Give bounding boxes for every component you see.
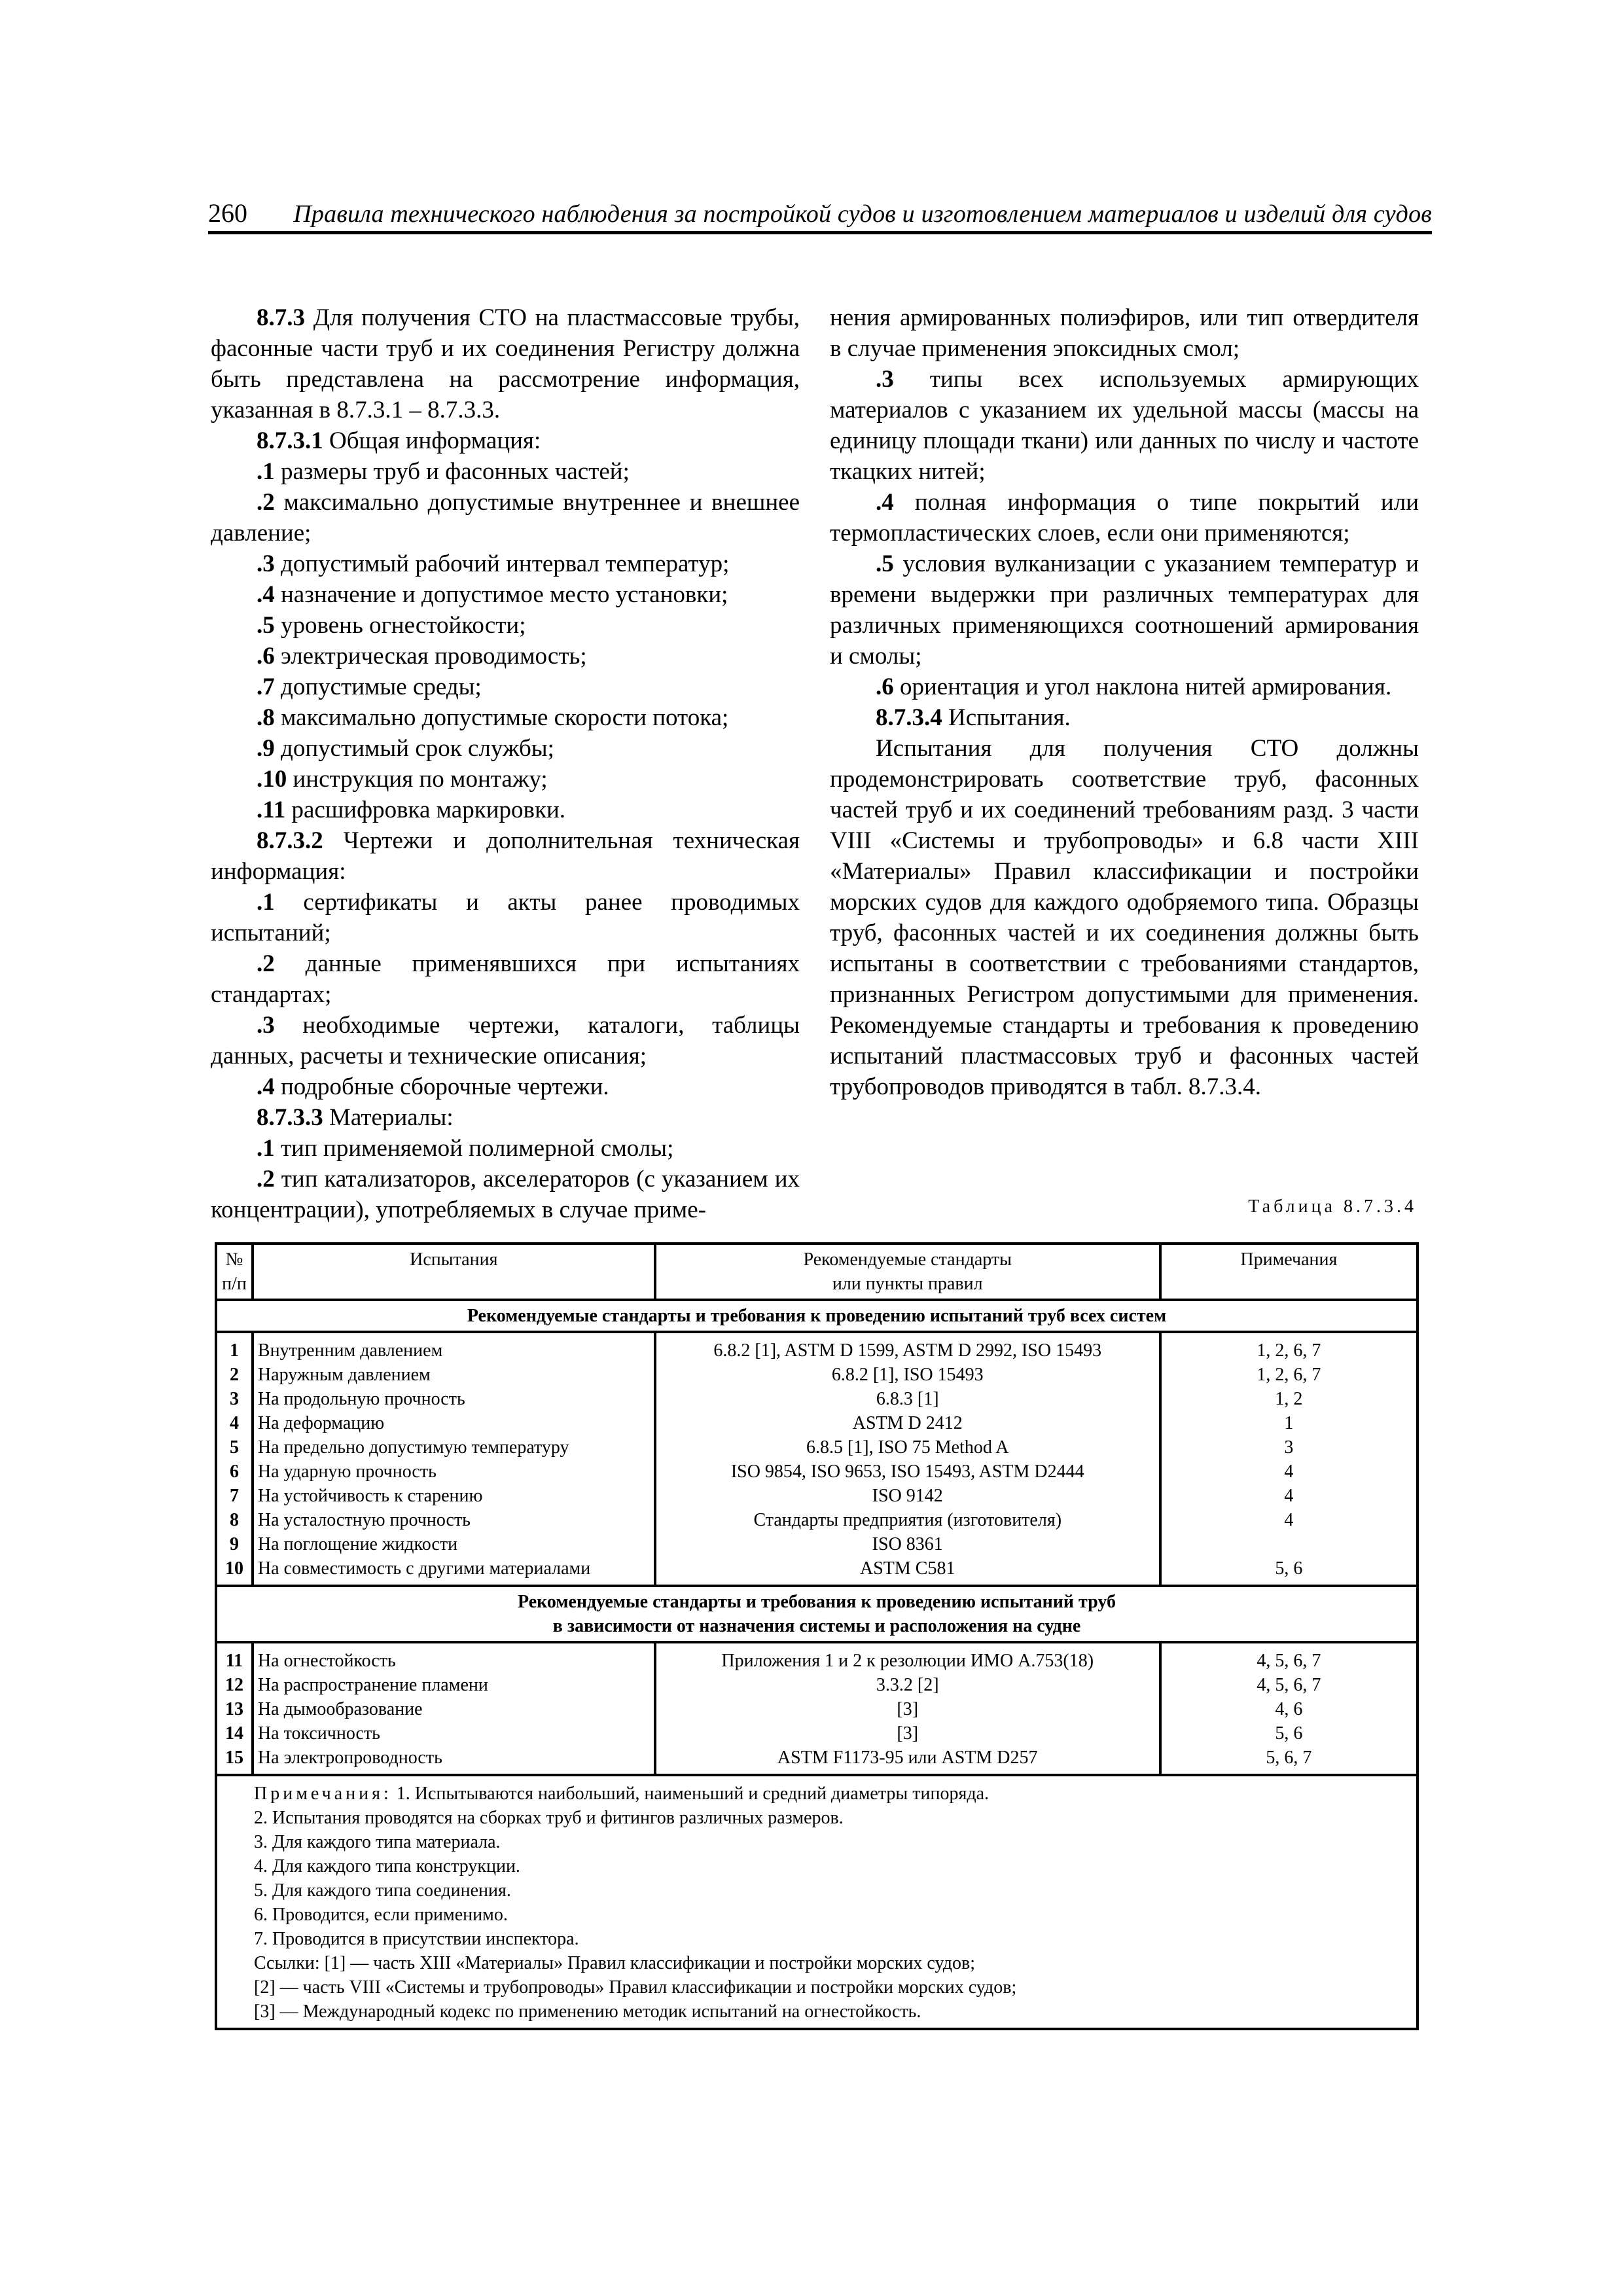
notes-label: Примечания:: [254, 1784, 392, 1804]
right-column: [830, 302, 1419, 1102]
paragraph: [211, 487, 800, 548]
table-caption: Таблица 8.7.3.4: [1248, 1196, 1417, 1217]
test-name: На распространение пламени: [253, 1673, 655, 1697]
clause-number: .3: [876, 366, 894, 393]
test-name: Внутренним давлением: [253, 1332, 655, 1363]
standard: 6.8.2 [1], ISO 15493: [655, 1363, 1160, 1387]
paragraph-text: допустимые среды;: [274, 673, 482, 700]
note-line: [254, 1782, 1411, 1806]
notes-ref: 1, 2: [1160, 1387, 1418, 1411]
standard: 6.8.3 [1]: [655, 1387, 1160, 1411]
table-row: [216, 1363, 1418, 1387]
clause-number: 8.7.3: [257, 304, 305, 331]
paragraph-text: полная информация о типе покрытий или термопластических слоев, если они применяются;: [830, 489, 1419, 547]
paragraph-text: инструкция по монтажу;: [287, 766, 548, 793]
paragraph: [211, 795, 800, 825]
test-name: На деформацию: [253, 1411, 655, 1435]
notes-ref: 4, 5, 6, 7: [1160, 1673, 1418, 1697]
clause-number: 8.7.3.3: [257, 1104, 323, 1131]
row-number: 14: [216, 1721, 253, 1746]
paragraph: [211, 425, 800, 456]
row-number: 3: [216, 1387, 253, 1411]
standard: ASTM D 2412: [655, 1411, 1160, 1435]
test-name: На предельно допустимую температуру: [253, 1435, 655, 1460]
paragraph-text: тип катализаторов, акселераторов (с указанием их концентрации), употребляемых в случае приме-: [211, 1166, 800, 1223]
paragraph-text: Испытания для получения СТО должны продемонстрировать соответствие труб, фасонных частей труб и их соединений требованиям разд. 3 части VIII «Системы и трубопроводы» и 6.8 части XIII «Материалы» Правил классификации и постройки морских судов для каждого одобряемого типа. Образцы труб, фасонных частей и их соединения должны быть испытаны в соответствии с требованиями стандартов, признанных Регистром допустимыми для применения. Рекомендуемые стандарты и требования к проведению испытаний пластмассовых труб и фасонных частей трубопроводов приводятся в табл. 8.7.3.4.: [830, 735, 1419, 1100]
clause-number: .5: [257, 612, 275, 639]
header-notes: Примечания: [1160, 1244, 1418, 1300]
paragraph-text: Чертежи и дополнительная техническая информация:: [211, 827, 800, 885]
test-name: На ударную прочность: [253, 1460, 655, 1484]
header-test: Испытания: [253, 1244, 655, 1300]
paragraph: [211, 548, 800, 579]
paragraph-text: Испытания.: [942, 704, 1071, 731]
paragraph-text: ориентация и угол наклона нитей армирования.: [893, 673, 1392, 700]
notes-row: [216, 1775, 1418, 2029]
paragraph-text: размеры труб и фасонных частей;: [274, 458, 630, 485]
section-row-all-systems: [216, 1300, 1418, 1332]
table-row: [216, 1460, 1418, 1484]
clause-number: .4: [257, 581, 275, 608]
test-name: На электропроводность: [253, 1746, 655, 1775]
paragraph: [830, 702, 1419, 733]
paragraph-text: Материалы:: [323, 1104, 454, 1131]
test-name: На огнестойкость: [253, 1642, 655, 1673]
paragraph: [211, 302, 800, 425]
note-line: [254, 1830, 1411, 1854]
notes-ref: 4: [1160, 1460, 1418, 1484]
paragraph: [830, 487, 1419, 548]
table-header-row: [216, 1244, 1418, 1300]
note-line: [254, 1878, 1411, 1903]
paragraph: [211, 1133, 800, 1164]
row-number: 9: [216, 1532, 253, 1556]
note-text: 7. Проводится в присутствии инспектора.: [254, 1929, 579, 1949]
note-line: [254, 1903, 1411, 1927]
paragraph: [211, 672, 800, 702]
paragraph-text: типы всех используемых армирующих материалов с указанием их удельной массы (массы на единицу площади ткани) или данных по числу и частоте ткацких нитей;: [830, 366, 1419, 485]
paragraph-text: электрическая проводимость;: [274, 643, 587, 670]
test-name: На совместимость с другими материалами: [253, 1556, 655, 1586]
clause-number: .4: [876, 489, 894, 516]
paragraph: [211, 1164, 800, 1225]
table-row: [216, 1332, 1418, 1363]
table-row: [216, 1721, 1418, 1746]
clause-number: .11: [257, 797, 286, 823]
paragraph: [211, 887, 800, 948]
paragraph-text: тип применяемой полимерной смолы;: [274, 1135, 674, 1162]
test-name: На устойчивость к старению: [253, 1484, 655, 1508]
notes-ref: 4, 6: [1160, 1697, 1418, 1721]
paragraph: [211, 610, 800, 641]
paragraph: [211, 702, 800, 733]
paragraph-text: допустимый срок службы;: [274, 735, 554, 762]
left-column: [211, 302, 800, 1225]
row-number: 7: [216, 1484, 253, 1508]
paragraph-text: максимально допустимые скорости потока;: [274, 704, 729, 731]
clause-number: .2: [257, 1166, 275, 1193]
paragraph: [211, 579, 800, 610]
row-number: 6: [216, 1460, 253, 1484]
clause-number: .1: [257, 458, 275, 485]
row-number: 2: [216, 1363, 253, 1387]
note-text: 2. Испытания проводятся на сборках труб и фитингов различных размеров.: [254, 1808, 844, 1828]
table-row: [216, 1673, 1418, 1697]
clause-number: .2: [257, 950, 275, 977]
notes-ref: 5, 6: [1160, 1556, 1418, 1586]
note-text: 6. Проводится, если применимо.: [254, 1905, 508, 1925]
notes-ref: 5, 6: [1160, 1721, 1418, 1746]
note-text: 3. Для каждого типа материала.: [254, 1832, 501, 1852]
paragraph: [830, 364, 1419, 487]
notes-ref: 1, 2, 6, 7: [1160, 1332, 1418, 1363]
note-line: [254, 1951, 1411, 1975]
table-row: [216, 1435, 1418, 1460]
clause-number: .5: [876, 550, 894, 577]
table-row: [216, 1411, 1418, 1435]
notes-ref: [1160, 1532, 1418, 1556]
header-standards-2: или пункты правил: [832, 1274, 983, 1294]
paragraph: [830, 733, 1419, 1102]
note-line: [254, 1975, 1411, 2000]
note-text: [2] — часть VIII «Системы и трубопроводы» Правил классификации и постройки морских судов;: [254, 1977, 1017, 1998]
row-number: 10: [216, 1556, 253, 1586]
clause-number: 8.7.3.4: [876, 704, 942, 731]
paragraph-text: Общая информация:: [323, 427, 541, 454]
test-name: На токсичность: [253, 1721, 655, 1746]
table-row: [216, 1746, 1418, 1775]
clause-number: .3: [257, 550, 275, 577]
paragraph-text: условия вулканизации с указанием температур и времени выдержки при различных температурах для различных применяющихся соотношений армирования и смолы;: [830, 550, 1419, 670]
paragraph-text: необходимые чертежи, каталоги, таблицы данных, расчеты и технические описания;: [211, 1012, 800, 1069]
notes-ref: 4: [1160, 1508, 1418, 1532]
paragraph: [211, 641, 800, 672]
note-text: 1. Испытываются наибольший, наименьший и средний диаметры типоряда.: [391, 1784, 989, 1804]
standard: [3]: [655, 1697, 1160, 1721]
notes-ref: 4: [1160, 1484, 1418, 1508]
clause-number: .1: [257, 889, 275, 916]
table-row: [216, 1532, 1418, 1556]
paragraph: [211, 1010, 800, 1071]
test-name: На продольную прочность: [253, 1387, 655, 1411]
running-header: [208, 196, 1432, 234]
paragraph-text: назначение и допустимое место установки;: [274, 581, 728, 608]
table-row: [216, 1642, 1418, 1673]
note-line: [254, 1806, 1411, 1830]
row-number: 13: [216, 1697, 253, 1721]
note-line: [254, 1927, 1411, 1951]
notes-ref: 1, 2, 6, 7: [1160, 1363, 1418, 1387]
paragraph: [211, 1071, 800, 1102]
paragraph-text: допустимый рабочий интервал температур;: [274, 550, 730, 577]
clause-number: .1: [257, 1135, 275, 1162]
row-number: 11: [216, 1642, 253, 1673]
clause-number: .6: [257, 643, 275, 670]
paragraph: [830, 302, 1419, 364]
test-name: На дымообразование: [253, 1697, 655, 1721]
paragraph: [211, 1102, 800, 1133]
table-row: [216, 1484, 1418, 1508]
paragraph-text: данные применявшихся при испытаниях стандартах;: [211, 950, 800, 1008]
standard: ASTM C581: [655, 1556, 1160, 1586]
clause-number: .4: [257, 1073, 275, 1100]
standard: Стандарты предприятия (изготовителя): [655, 1508, 1160, 1532]
paragraph: [211, 733, 800, 764]
paragraph-text: сертификаты и акты ранее проводимых испытаний;: [211, 889, 800, 946]
section-title: [216, 1586, 1418, 1642]
standard: ISO 9142: [655, 1484, 1160, 1508]
standard: 6.8.5 [1], ISO 75 Method A: [655, 1435, 1160, 1460]
table-row: [216, 1387, 1418, 1411]
paragraph-text: подробные сборочные чертежи.: [274, 1073, 609, 1100]
standard: ISO 8361: [655, 1532, 1160, 1556]
table-row: [216, 1697, 1418, 1721]
table-row: [216, 1556, 1418, 1586]
paragraph: [211, 764, 800, 795]
section-title: Рекомендуемые стандарты и требования к проведению испытаний труб всех систем: [216, 1300, 1418, 1332]
test-name: На поглощение жидкости: [253, 1532, 655, 1556]
standard: ASTM F1173-95 или ASTM D257: [655, 1746, 1160, 1775]
notes-ref: 1: [1160, 1411, 1418, 1435]
test-name: На усталостную прочность: [253, 1508, 655, 1532]
clause-number: .10: [257, 766, 287, 793]
standard: 3.3.2 [2]: [655, 1673, 1160, 1697]
notes-ref: 5, 6, 7: [1160, 1746, 1418, 1775]
section-title-line: Рекомендуемые стандарты и требования к проведению испытаний труб: [517, 1592, 1116, 1612]
paragraph-text: уровень огнестойкости;: [274, 612, 526, 639]
paragraph: [830, 672, 1419, 702]
standard: [3]: [655, 1721, 1160, 1746]
header-standards: Рекомендуемые стандарты: [803, 1249, 1012, 1270]
clause-number: 8.7.3.1: [257, 427, 323, 454]
table-row: [216, 1508, 1418, 1532]
section-row-by-purpose: [216, 1586, 1418, 1642]
clause-number: .9: [257, 735, 275, 762]
note-text: [3] — Международный кодекс по применению методик испытаний на огнестойкость.: [254, 2001, 921, 2022]
row-number: 4: [216, 1411, 253, 1435]
row-number: 8: [216, 1508, 253, 1532]
clause-number: .2: [257, 489, 275, 516]
note-text: 5. Для каждого типа соединения.: [254, 1880, 511, 1901]
paragraph: [211, 456, 800, 487]
page-number: 260: [208, 198, 247, 228]
clause-number: .6: [876, 673, 894, 700]
standard: 6.8.2 [1], ASTM D 1599, ASTM D 2992, ISO 15493: [655, 1332, 1160, 1363]
note-text: 4. Для каждого типа конструкции.: [254, 1856, 520, 1876]
table-notes: [216, 1775, 1418, 2029]
section-title-line: в зависимости от назначения системы и расположения на судне: [552, 1616, 1081, 1636]
test-name: Наружным давлением: [253, 1363, 655, 1387]
tests-table: [215, 1242, 1419, 2030]
standard: Приложения 1 и 2 к резолюции ИМО А.753(18): [655, 1642, 1160, 1673]
clause-number: .3: [257, 1012, 275, 1039]
row-number: 1: [216, 1332, 253, 1363]
paragraph-text: максимально допустимые внутреннее и внешнее давление;: [211, 489, 800, 547]
paragraph: [211, 948, 800, 1010]
standard: ISO 9854, ISO 9653, ISO 15493, ASTM D2444: [655, 1460, 1160, 1484]
header-num: №: [225, 1249, 243, 1270]
paragraph: [830, 548, 1419, 672]
clause-number: .8: [257, 704, 275, 731]
note-line: [254, 2000, 1411, 2024]
notes-ref: 3: [1160, 1435, 1418, 1460]
clause-number: 8.7.3.2: [257, 827, 323, 854]
row-number: 12: [216, 1673, 253, 1697]
paragraph-text: нения армированных полиэфиров, или тип отвердителя в случае применения эпоксидных смол;: [830, 304, 1419, 362]
header-num-2: п/п: [222, 1274, 247, 1294]
running-title: Правила технического наблюдения за постройкой судов и изготовлением материалов и изделий для судов: [293, 200, 1432, 228]
paragraph-text: расшифровка маркировки.: [285, 797, 565, 823]
note-line: [254, 1854, 1411, 1878]
paragraph-text: Для получения СТО на пластмассовые трубы, фасонные части труб и их соединения Регистру должна быть представлена на рассмотрение информация, указанная в 8.7.3.1 – 8.7.3.3.: [211, 304, 800, 423]
paragraph: [211, 825, 800, 887]
clause-number: .7: [257, 673, 275, 700]
row-number: 15: [216, 1746, 253, 1775]
notes-ref: 4, 5, 6, 7: [1160, 1642, 1418, 1673]
row-number: 5: [216, 1435, 253, 1460]
note-text: Ссылки: [1] — часть XIII «Материалы» Правил классификации и постройки морских судов;: [254, 1953, 975, 1973]
